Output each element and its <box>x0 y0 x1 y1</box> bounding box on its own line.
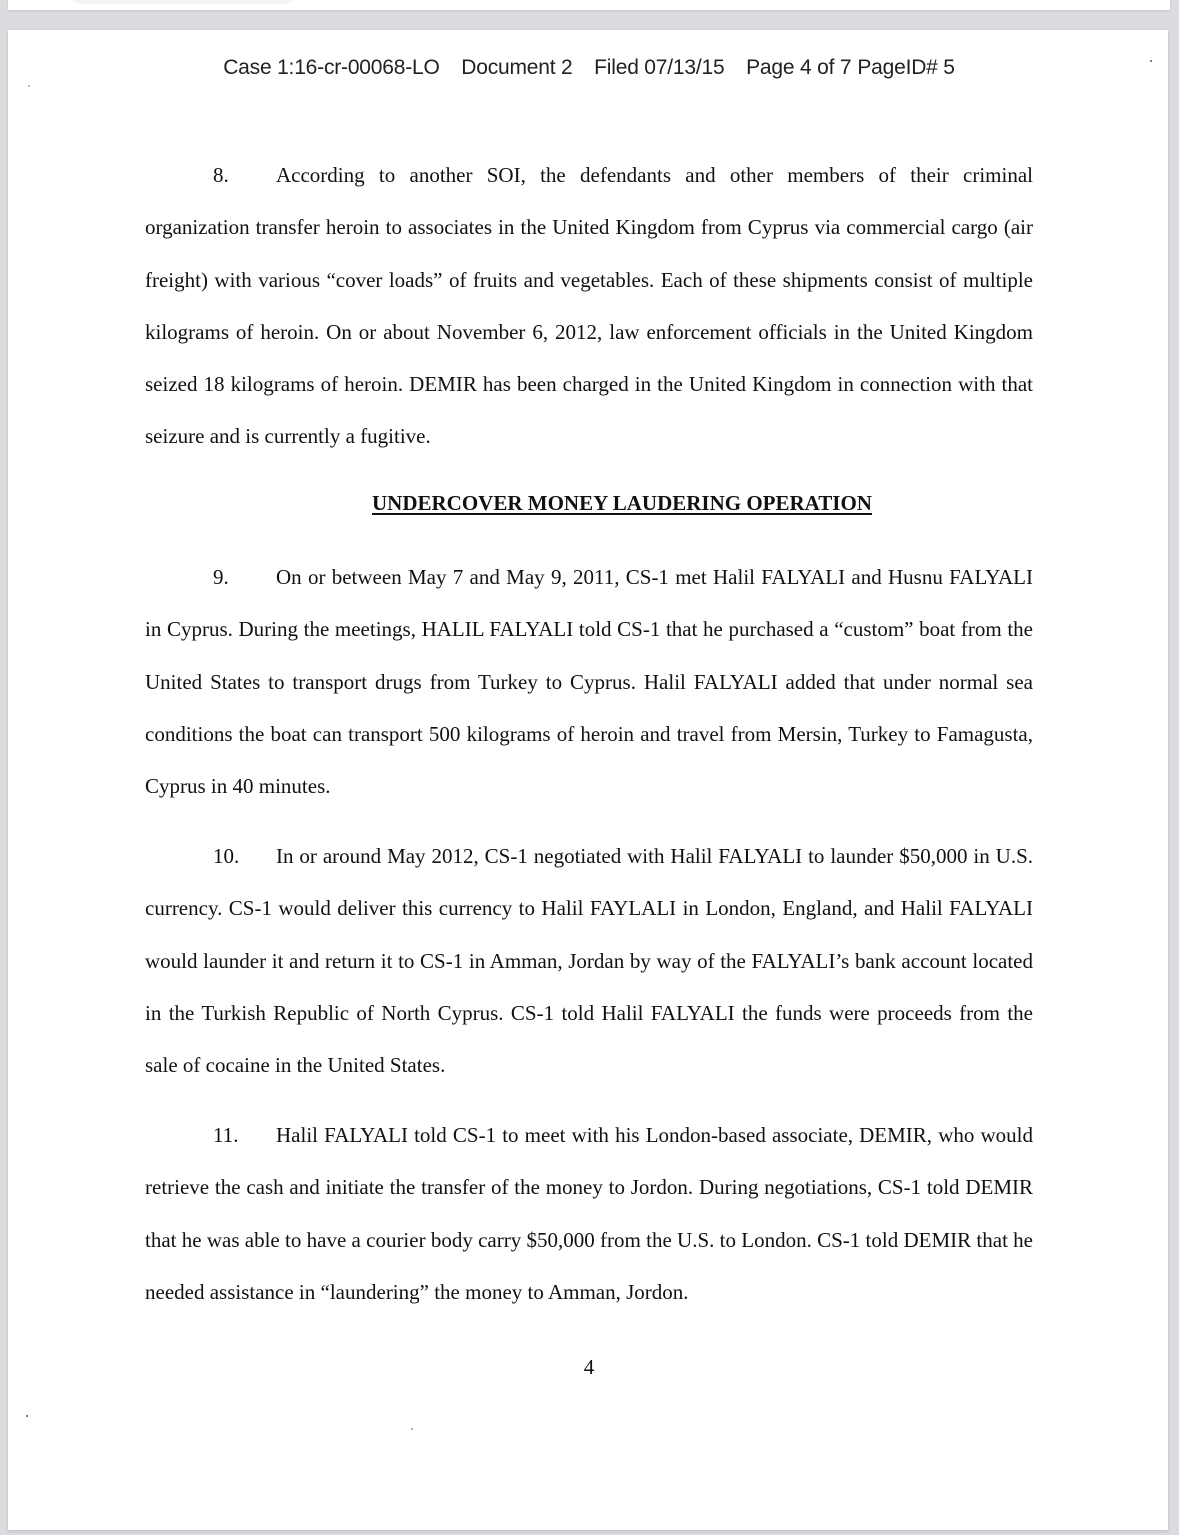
page-id: PageID# 5 <box>857 56 955 79</box>
paragraph-11 <box>145 1109 1033 1318</box>
paragraph-number: 11. <box>213 1123 239 1147</box>
document-page <box>8 30 1168 1530</box>
scan-artifact <box>28 85 30 87</box>
page-number: 4 <box>583 1355 595 1379</box>
page-of-pages: Page 4 of 7 <box>746 56 852 79</box>
paragraph-body: in U.S. currency. CS-1 would deliver this currency to Halil FAYLALI in London, England, and Halil FALYALI would launder it and return it to CS-1 in Amman, Jordan by way of the FALYALI’s bank account located in the Turkish Republic of North Cyprus. CS-1 told Halil FALYALI the funds were proceeds from the sale of cocaine in the United States. <box>145 844 1033 1078</box>
paragraph-8 <box>145 149 1033 463</box>
paragraph-9 <box>145 551 1033 812</box>
paragraph-number: 10. <box>213 844 240 868</box>
paragraph-first-line: According to another SOI, the defendants and other members of their criminal <box>276 163 1033 187</box>
paragraph-body: FALYALI in Cyprus. During the meetings, HALIL FALYALI told CS-1 that he purchased a “custom” boat from the United States to transport drugs from Turkey to Cyprus. Halil FALYALI added that under normal sea conditions the boat can transport 500 kilograms of heroin and travel from Mersin, Turkey to Famagusta, Cyprus in 40 minutes. <box>145 565 1033 799</box>
paragraph-number: 9. <box>213 565 229 589</box>
paragraph-body: who would retrieve the cash and initiate the transfer of the money to Jordon. During negotiations, CS-1 told DEMIR that he was able to have a courier body carry $50,000 from the U.S. to London. CS-1 told DEMIR that he needed assistance in “laundering” the money to Amman, Jordon. <box>145 1123 1033 1304</box>
scan-artifact <box>411 1428 413 1430</box>
previous-page-edge <box>8 0 1170 10</box>
paragraph-first-line: Halil FALYALI told CS-1 to meet with his London-based associate, DEMIR, <box>276 1123 933 1147</box>
case-header <box>8 56 1170 80</box>
paragraph-first-line: On or between May 7 and May 9, 2011, CS-1 met Halil FALYALI and Husnu <box>276 565 943 589</box>
scan-artifact <box>26 1415 28 1417</box>
scan-artifact <box>1150 60 1152 62</box>
paragraph-10 <box>145 830 1033 1091</box>
paragraph-first-line: In or around May 2012, CS-1 negotiated with Halil FALYALI to launder $50,000 <box>276 844 968 868</box>
case-number: Case 1:16-cr-00068-LO <box>223 56 440 79</box>
previous-page-shadow <box>68 0 298 4</box>
section-heading: UNDERCOVER MONEY LAUDERING OPERATION <box>372 491 872 515</box>
paragraph-body: organization transfer heroin to associates in the United Kingdom from Cyprus via commercial cargo (air freight) with various “cover loads” of fruits and vegetables. Each of these shipments consist of multiple kilograms of heroin. On or about November 6, 2012, law enforcement officials in the United Kingdom seized 18 kilograms of heroin. DEMIR has been charged in the United Kingdom in connection with that seizure and is currently a fugitive. <box>145 215 1033 449</box>
paragraph-number: 8. <box>213 163 229 187</box>
document-number: Document 2 <box>461 56 573 79</box>
filed-date: Filed 07/13/15 <box>594 56 725 79</box>
